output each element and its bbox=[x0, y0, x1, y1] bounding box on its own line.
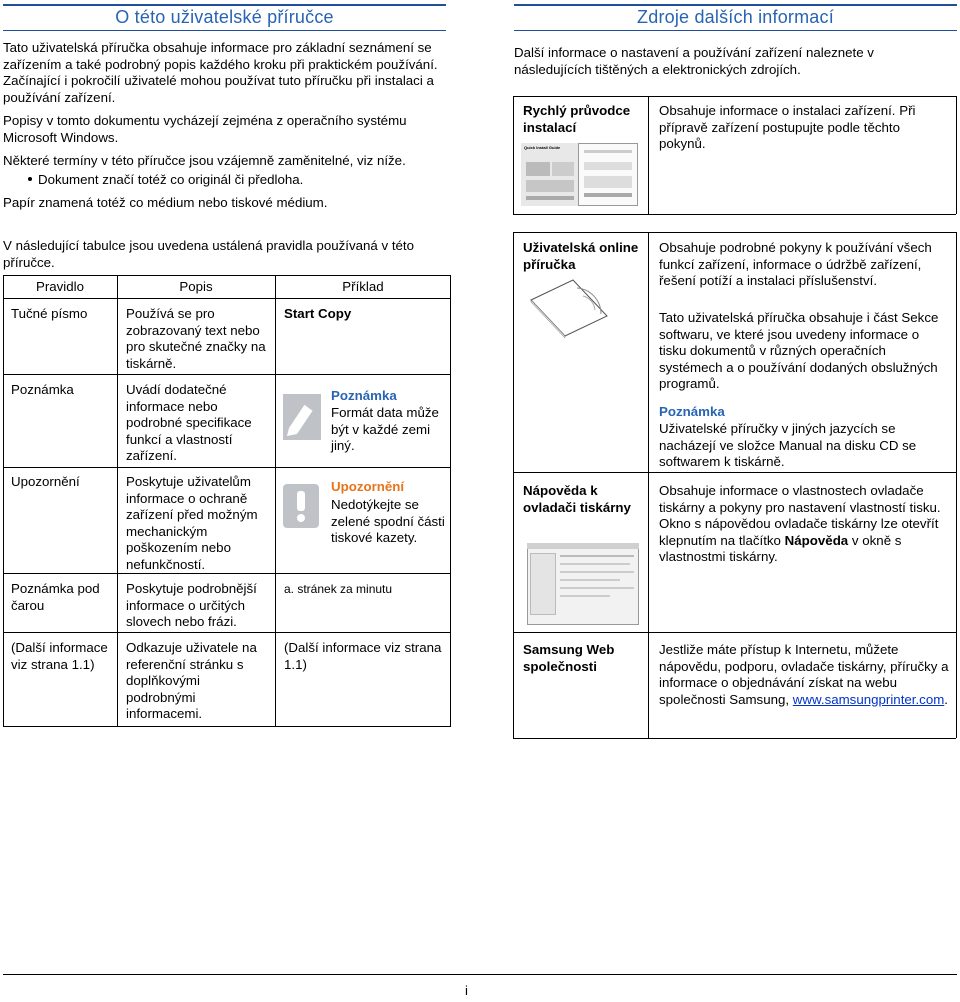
resource-online-guide-note-text: Uživatelské příručky v jiných jazycích se nacházejí ve složce Manual na disku CD se softwarem k tiskárně. bbox=[659, 421, 917, 469]
table-header-description: Popis bbox=[179, 279, 213, 294]
resource-quick-install-name: Rychlý průvodce instalací bbox=[523, 103, 631, 135]
table-warning-example-text: Nedotýkejte se zelené spodní části tiskové kazety. bbox=[331, 497, 445, 545]
resource-driver-help-desc: Obsahuje informace o vlastnostech ovladače tiskárny a pokyny pro nastavení vlastností tisku. Okno s nápovědou ovladače tiskárny lze otevřít klepnutím na tlačítko Nápověda v okně s vlastnostmi tiskárny. bbox=[659, 483, 941, 564]
page-number: i bbox=[465, 983, 468, 998]
left-heading-underline bbox=[3, 30, 446, 31]
resource-online-guide-desc-2: Tato uživatelská příručka obsahuje i část Sekce softwaru, ve které jsou uvedeny informace o tisku dokumentů v různých operačních systémech a o používání dodaných obslužných programů. bbox=[659, 310, 939, 391]
table-intro: V následující tabulce jsou uvedena ustálená pravidla používaná v této příručce. bbox=[3, 238, 415, 270]
table-row-footnote-rule: Poznámka pod čarou bbox=[11, 581, 100, 613]
table-row-ref-rule: (Další informace viz strana 1.1) bbox=[11, 640, 108, 672]
quick-install-guide-label: Quick Install Guide bbox=[524, 145, 561, 150]
table-header-rule: Pravidlo bbox=[35, 279, 85, 294]
table-row-note-rule: Poznámka bbox=[11, 382, 74, 397]
table-row-note-desc: Uvádí dodatečné informace nebo podrobné specifikace funkcí a vlastností zařízení. bbox=[126, 382, 252, 463]
left-heading-rule bbox=[3, 4, 446, 6]
resource-quick-install-desc: Obsahuje informace o instalaci zařízení. Při přípravě zařízení postupujte podle těchto pokynů. bbox=[659, 103, 916, 151]
resources-intro: Další informace o nastavení a používání zařízení naleznete v následujících tištěných a elektronických zdrojích. bbox=[514, 45, 874, 77]
table-row-footnote-desc: Poskytuje podrobnější informace o určitých slovech nebo frázi. bbox=[126, 581, 257, 629]
resource-online-guide-note-title: Poznámka bbox=[659, 404, 725, 419]
intro-bullet-text: Dokument značí totéž co originál či předloha. bbox=[38, 172, 304, 187]
table-note-example-text: Formát data může být v každé zemi jiný. bbox=[331, 405, 439, 453]
intro-paragraph-3: Některé termíny v této příručce jsou vzájemně zaměnitelné, viz níže. bbox=[3, 153, 406, 168]
samsung-printer-link[interactable]: www.samsungprinter.com bbox=[792, 691, 945, 707]
footer-rule bbox=[3, 974, 957, 975]
resource-samsung-web-desc: Jestliže máte přístup k Internetu, můžete nápovědu, podporu, ovladače tiskárny, příručky a informace o objednávání získat na webu společnosti Samsung, www.samsungprinter.com. bbox=[659, 642, 949, 707]
table-row-bold-rule: Tučné písmo bbox=[11, 306, 88, 321]
resource-online-guide-name: Uživatelská online příručka bbox=[523, 240, 639, 272]
intro-paragraph-4: Papír znamená totéž co médium nebo tiskové médium. bbox=[3, 195, 328, 210]
table-row-ref-desc: Odkazuje uživatele na referenční stránku s doplňkovými podrobnými informacemi. bbox=[126, 640, 257, 721]
table-warning-example-title: Upozornění bbox=[331, 479, 405, 494]
right-heading: Zdroje dalších informací bbox=[637, 7, 834, 27]
right-heading-underline bbox=[514, 30, 957, 31]
resource-driver-help-name: Nápověda k ovladači tiskárny bbox=[523, 483, 631, 515]
table-row-bold-example: Start Copy bbox=[284, 306, 352, 321]
table-row-warning-desc: Poskytuje uživatelům informace o ochraně zařízení před možným mechanickým poškozením nebo nefunkčností. bbox=[126, 474, 258, 572]
note-icon bbox=[283, 394, 321, 440]
bullet-icon bbox=[28, 177, 32, 181]
intro-paragraph-1: Tato uživatelská příručka obsahuje informace pro základní seznámení se zařízením a také podrobný popis každého kroku při praktickém používání. Začínající i pokročilí uživatelé mohou používat tuto příručku při instalaci a používání zařízení. bbox=[3, 40, 438, 105]
table-row-ref-example: (Další informace viz strana 1.1) bbox=[284, 640, 442, 672]
resource-online-guide-desc: Obsahuje podrobné pokyny k používání všech funkcí zařízení, informace o údržbě zařízení, řešení potíží a instalaci příslušenství. bbox=[659, 240, 932, 288]
intro-paragraph-2: Popisy v tomto dokumentu vycházejí zejména z operačního systému Microsoft Windows. bbox=[3, 113, 407, 145]
intro-bullet bbox=[28, 172, 448, 189]
resource-samsung-web-name: Samsung Web společnosti bbox=[523, 642, 615, 674]
right-heading-rule bbox=[514, 4, 957, 6]
table-row-footnote-example: a. stránek za minutu bbox=[284, 582, 393, 596]
left-heading: O této uživatelské příručce bbox=[115, 7, 334, 27]
table-row-warning-rule: Upozornění bbox=[11, 474, 80, 489]
table-note-example-title: Poznámka bbox=[331, 388, 397, 403]
warning-icon bbox=[283, 484, 319, 528]
table-row-bold-desc: Používá se pro zobrazovaný text nebo pro skutečné značky na tiskárně. bbox=[126, 306, 266, 371]
help-button-label: Nápověda bbox=[784, 532, 849, 548]
table-header-example: Příklad bbox=[342, 279, 384, 294]
cd-disc-icon bbox=[527, 276, 611, 340]
